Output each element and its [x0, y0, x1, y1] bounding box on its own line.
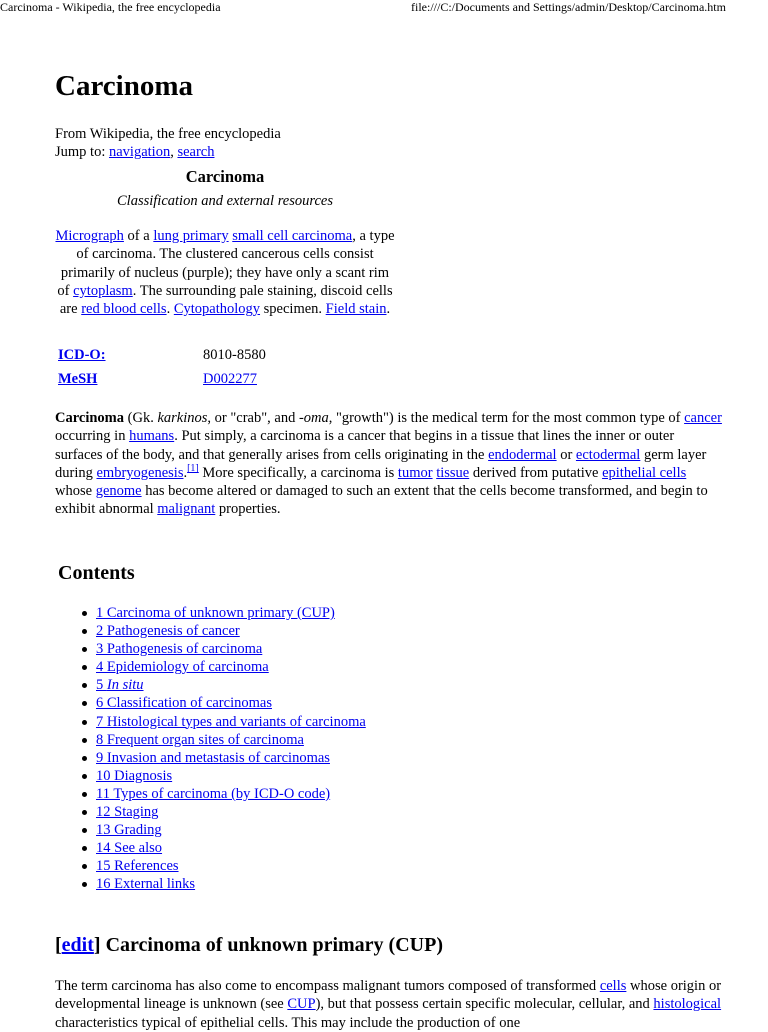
cancer-link[interactable]: cancer	[684, 410, 722, 426]
toc-item	[79, 767, 366, 785]
caption-text: . The surrounding pale staining, discoid cells are	[59, 282, 393, 318]
toc-link[interactable]: 1 Carcinoma of unknown primary (CUP)	[96, 605, 335, 621]
infobox-caption	[55, 227, 395, 318]
jump-separator: ,	[170, 144, 178, 160]
cup-text: ), but that possess certain specific molecular, cellular, and	[315, 996, 654, 1013]
tissue-link[interactable]: tissue	[436, 464, 470, 481]
jump-line	[55, 143, 281, 161]
jump-search-link[interactable]: search	[177, 144, 215, 160]
section-title: Carcinoma of unknown primary (CUP)	[100, 934, 443, 956]
toc-item	[79, 713, 366, 731]
cytoplasm-link[interactable]: cytoplasm	[73, 282, 133, 299]
cup-link[interactable]: CUP	[287, 996, 316, 1013]
from-line: From Wikipedia, the free encyclopedia	[55, 126, 281, 142]
intro-text: derived from putative	[469, 464, 603, 481]
intro-text: properties.	[215, 501, 281, 518]
red-blood-cells-link[interactable]: red blood cells	[81, 301, 167, 318]
edit-bracket-open: [	[55, 934, 62, 956]
toc-link[interactable]: 14 See also	[96, 840, 163, 857]
cells-link[interactable]: cells	[599, 978, 627, 994]
intro-bold-term: Carcinoma	[55, 410, 125, 426]
toc-link[interactable]: 5 In situ	[96, 677, 144, 694]
histological-link[interactable]: histological	[653, 996, 722, 1013]
page-title: Carcinoma	[55, 70, 194, 102]
toc-item	[79, 803, 366, 821]
toc-insitu-italic: In situ	[106, 677, 144, 694]
cup-text: whose origin or developmental lineage is unknown (see	[55, 978, 722, 1013]
page-header-url: file:///C:/Documents and Settings/admin/Desktop/Carcinoma.htm	[411, 0, 726, 14]
caption-text: .	[166, 301, 174, 318]
toc-item	[79, 604, 366, 622]
intro-text: germ layer during	[55, 446, 707, 481]
infobox	[55, 166, 395, 318]
reference-1-link[interactable]: [1]	[187, 462, 199, 474]
contents-heading: Contents	[58, 562, 135, 584]
epithelial-cells-link[interactable]: epithelial cells	[602, 464, 687, 481]
cup-text: The term carcinoma has also come to encompass malignant tumors composed of transformed	[55, 978, 600, 994]
toc-link[interactable]: 8 Frequent organ sites of carcinoma	[96, 731, 304, 748]
toc-item	[79, 622, 366, 640]
toc-item	[79, 640, 366, 658]
ectodermal-link[interactable]: ectodermal	[575, 446, 641, 463]
intro-text: .	[183, 464, 188, 481]
tumor-link[interactable]: tumor	[397, 464, 433, 481]
toc-link[interactable]: 13 Grading	[96, 822, 162, 839]
oma-term: oma	[303, 410, 329, 426]
mesh-value-link[interactable]: D002277	[203, 371, 257, 387]
toc-item	[79, 749, 366, 767]
micrograph-link[interactable]: Micrograph	[55, 228, 124, 244]
toc-item	[79, 875, 366, 893]
mesh-link[interactable]: MeSH	[58, 371, 98, 387]
intro-text: , "growth") is the medical term for the most common type of	[328, 410, 685, 426]
table-of-contents	[79, 604, 366, 894]
toc-link[interactable]: 4 Epidemiology of carcinoma	[96, 659, 269, 676]
intro-text: whose	[55, 483, 96, 500]
caption-text: .	[386, 301, 391, 318]
malignant-link[interactable]: malignant	[157, 501, 216, 518]
icd-o-link[interactable]: ICD-O:	[58, 347, 106, 363]
toc-link[interactable]: 7 Histological types and variants of carcinoma	[96, 713, 366, 730]
toc-item	[79, 857, 366, 875]
page-header-title: Carcinoma - Wikipedia, the free encyclopedia	[0, 0, 221, 14]
genome-link[interactable]: genome	[95, 483, 142, 500]
toc-link[interactable]: 9 Invasion and metastasis of carcinomas	[96, 749, 330, 766]
section-heading-cup	[55, 931, 443, 959]
lung-primary-link[interactable]: lung primary	[153, 228, 229, 244]
field-stain-link[interactable]: Field stain	[325, 301, 387, 318]
jump-prefix: Jump to:	[55, 144, 109, 160]
caption-text: specimen.	[260, 301, 326, 318]
toc-item	[79, 785, 366, 803]
intro-text: More specifically, a carcinoma is	[198, 464, 398, 481]
caption-text: , a type of carcinoma. The clustered cancerous cells consist primarily of nucleus (purple); they have only a scant rim of	[57, 228, 395, 299]
humans-link[interactable]: humans	[129, 428, 175, 445]
embryogenesis-link[interactable]: embryogenesis	[96, 464, 184, 481]
toc-item	[79, 839, 366, 857]
intro-text: . Put simply, a carcinoma is a cancer that begins in a tissue that lines the inner or outer surfaces of the body, and that generally arises from cells originating in the	[55, 428, 675, 463]
intro-text: has become altered or damaged to such an extent that the cells become transformed, and begin to exhibit abnormal	[55, 483, 708, 518]
small-cell-carcinoma-link[interactable]: small cell carcinoma	[232, 228, 353, 244]
toc-item	[79, 694, 366, 712]
endodermal-link[interactable]: endodermal	[488, 446, 557, 463]
toc-item	[79, 731, 366, 749]
toc-item	[79, 821, 366, 839]
toc-item	[79, 676, 366, 694]
intro-paragraph	[55, 409, 725, 519]
intro-text: or	[556, 446, 576, 463]
subtitle-block	[55, 125, 281, 161]
caption-text: of a	[123, 228, 154, 244]
edit-bracket-close: ]	[93, 934, 101, 956]
infobox-subtitle: Classification and external resources	[117, 193, 333, 209]
edit-link[interactable]: edit	[61, 934, 94, 956]
toc-link[interactable]: 2 Pathogenesis of cancer	[96, 623, 240, 640]
intro-text: , or "crab", and -	[207, 410, 304, 426]
toc-link[interactable]: 10 Diagnosis	[96, 767, 173, 784]
cup-text: characteristics typical of epithelial cells. This may include the production of one	[55, 1014, 521, 1031]
icd-o-value: 8010-8580	[203, 347, 266, 363]
toc-link[interactable]: 16 External links	[96, 876, 196, 893]
jump-navigation-link[interactable]: navigation	[108, 144, 171, 160]
intro-text: (Gk.	[124, 410, 158, 426]
infobox-title: Carcinoma	[185, 167, 265, 186]
toc-link[interactable]: 3 Pathogenesis of carcinoma	[96, 641, 263, 658]
toc-link[interactable]: 11 Types of carcinoma (by ICD-O code)	[96, 785, 331, 802]
toc-link[interactable]: 12 Staging	[96, 804, 159, 821]
cytopathology-link[interactable]: Cytopathology	[173, 301, 261, 318]
toc-link[interactable]: 6 Classification of carcinomas	[96, 695, 272, 712]
toc-item	[79, 658, 366, 676]
toc-link[interactable]: 15 References	[96, 858, 179, 875]
intro-text: occurring in	[55, 428, 130, 445]
karkinos-term: karkinos	[157, 410, 208, 426]
